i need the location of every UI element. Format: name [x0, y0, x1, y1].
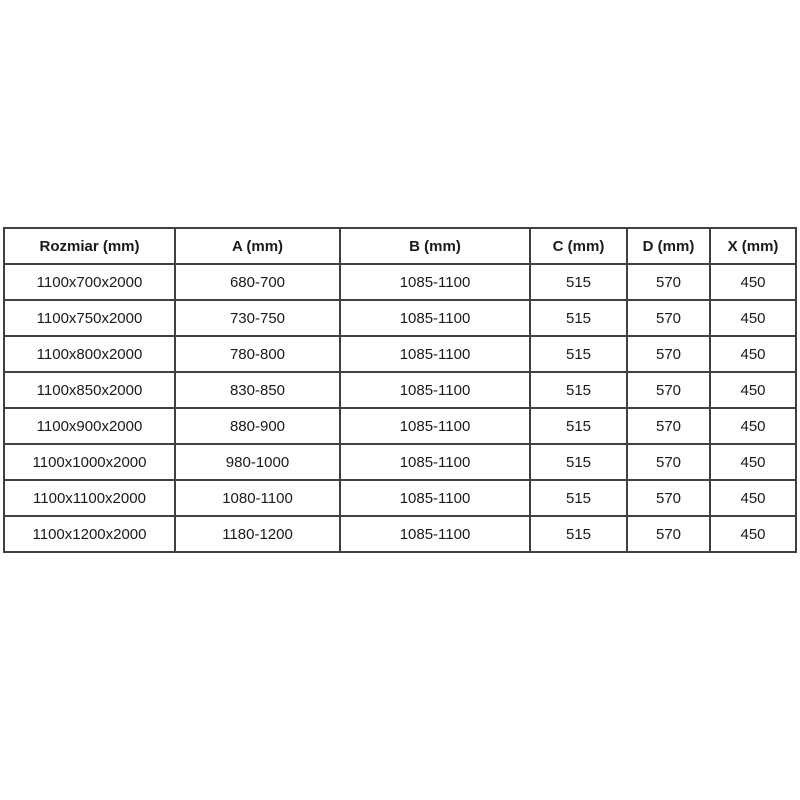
column-header-rozmiar: Rozmiar (mm) — [4, 228, 175, 264]
cell-rozmiar: 1100x1000x2000 — [4, 444, 175, 480]
cell-b: 1085-1100 — [340, 264, 530, 300]
cell-a: 1080-1100 — [175, 480, 340, 516]
cell-b: 1085-1100 — [340, 372, 530, 408]
cell-c: 515 — [530, 336, 627, 372]
cell-x: 450 — [710, 516, 796, 552]
header-row — [4, 228, 796, 264]
table-row — [4, 408, 796, 444]
cell-b: 1085-1100 — [340, 480, 530, 516]
column-header-b: B (mm) — [340, 228, 530, 264]
cell-d: 570 — [627, 408, 710, 444]
cell-rozmiar: 1100x1200x2000 — [4, 516, 175, 552]
cell-x: 450 — [710, 300, 796, 336]
cell-c: 515 — [530, 516, 627, 552]
cell-b: 1085-1100 — [340, 516, 530, 552]
cell-x: 450 — [710, 480, 796, 516]
cell-a: 680-700 — [175, 264, 340, 300]
cell-b: 1085-1100 — [340, 408, 530, 444]
cell-d: 570 — [627, 480, 710, 516]
cell-a: 830-850 — [175, 372, 340, 408]
cell-c: 515 — [530, 408, 627, 444]
cell-rozmiar: 1100x1100x2000 — [4, 480, 175, 516]
cell-d: 570 — [627, 336, 710, 372]
table-row — [4, 444, 796, 480]
cell-a: 730-750 — [175, 300, 340, 336]
cell-a: 980-1000 — [175, 444, 340, 480]
column-header-a: A (mm) — [175, 228, 340, 264]
cell-d: 570 — [627, 300, 710, 336]
cell-a: 780-800 — [175, 336, 340, 372]
column-header-d: D (mm) — [627, 228, 710, 264]
cell-d: 570 — [627, 444, 710, 480]
cell-x: 450 — [710, 408, 796, 444]
cell-c: 515 — [530, 444, 627, 480]
cell-c: 515 — [530, 480, 627, 516]
cell-x: 450 — [710, 444, 796, 480]
table-row — [4, 264, 796, 300]
cell-x: 450 — [710, 264, 796, 300]
cell-d: 570 — [627, 264, 710, 300]
dimensions-table — [3, 227, 797, 553]
cell-b: 1085-1100 — [340, 300, 530, 336]
column-header-x: X (mm) — [710, 228, 796, 264]
cell-rozmiar: 1100x800x2000 — [4, 336, 175, 372]
cell-rozmiar: 1100x900x2000 — [4, 408, 175, 444]
cell-rozmiar: 1100x750x2000 — [4, 300, 175, 336]
cell-rozmiar: 1100x850x2000 — [4, 372, 175, 408]
cell-rozmiar: 1100x700x2000 — [4, 264, 175, 300]
cell-d: 570 — [627, 372, 710, 408]
cell-x: 450 — [710, 372, 796, 408]
table-row — [4, 336, 796, 372]
table-row — [4, 300, 796, 336]
cell-x: 450 — [710, 336, 796, 372]
table-row — [4, 480, 796, 516]
table-row — [4, 372, 796, 408]
cell-a: 880-900 — [175, 408, 340, 444]
cell-d: 570 — [627, 516, 710, 552]
cell-c: 515 — [530, 372, 627, 408]
cell-a: 1180-1200 — [175, 516, 340, 552]
table-row — [4, 516, 796, 552]
cell-b: 1085-1100 — [340, 336, 530, 372]
column-header-c: C (mm) — [530, 228, 627, 264]
cell-c: 515 — [530, 264, 627, 300]
cell-b: 1085-1100 — [340, 444, 530, 480]
cell-c: 515 — [530, 300, 627, 336]
